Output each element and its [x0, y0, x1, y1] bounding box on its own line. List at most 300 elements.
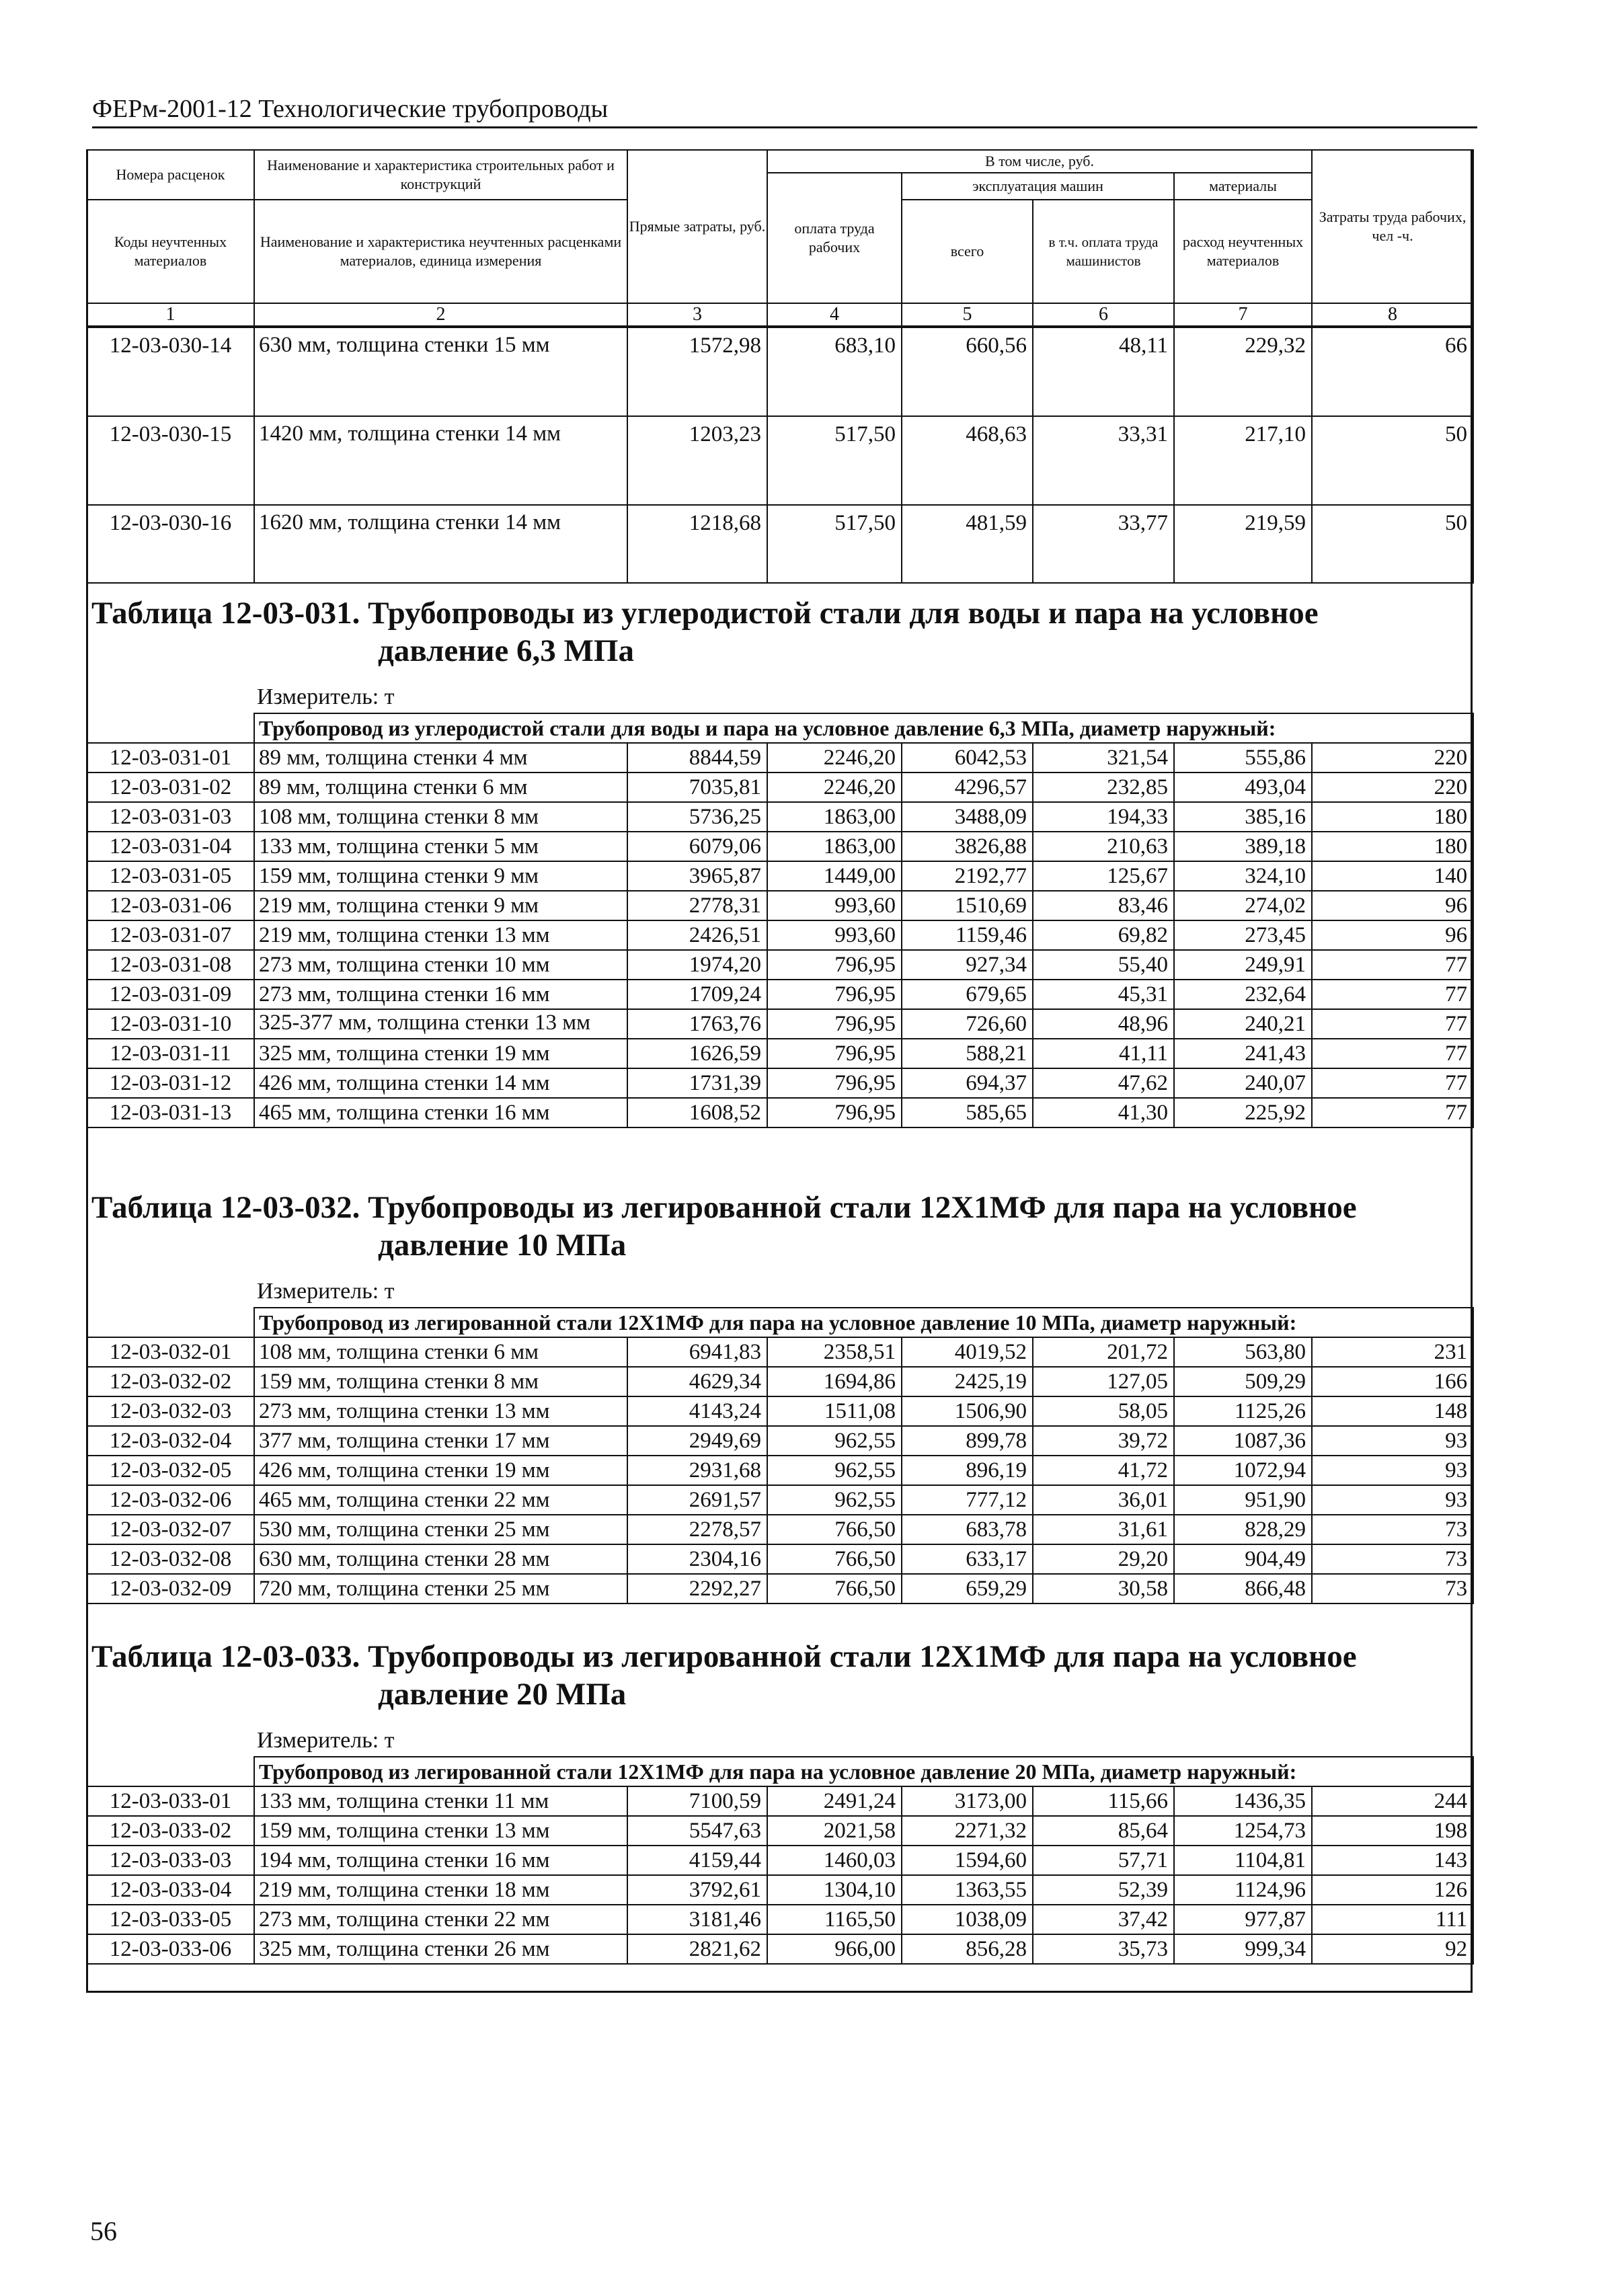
table-031-title: Таблица 12-03-031. Трубопроводы из углеродистой стали для воды и пара на условное давление 6,3 МПа	[91, 596, 1319, 668]
value-cell: 1709,24	[627, 980, 767, 1009]
value-cell: 249,91	[1174, 950, 1312, 980]
work-name: 133 мм, толщина стенки 11 мм	[254, 1786, 627, 1816]
value-cell: 962,55	[767, 1485, 902, 1515]
value-cell: 1072,94	[1174, 1456, 1312, 1485]
rate-code: 12-03-032-08	[87, 1544, 254, 1574]
value-cell: 52,39	[1033, 1875, 1174, 1905]
work-name: 219 мм, толщина стенки 18 мм	[254, 1875, 627, 1905]
value-cell: 1254,73	[1174, 1816, 1312, 1846]
subheader-row	[87, 1757, 1473, 1786]
rate-code: 12-03-032-04	[87, 1426, 254, 1456]
value-cell: 41,30	[1033, 1098, 1174, 1127]
value-cell: 389,18	[1174, 832, 1312, 861]
value-cell: 2292,27	[627, 1574, 767, 1604]
value-cell: 3181,46	[627, 1905, 767, 1934]
empty-cell	[87, 1308, 254, 1337]
work-name: 530 мм, толщина стенки 25 мм	[254, 1515, 627, 1544]
value-cell: 33,77	[1033, 505, 1174, 583]
value-cell: 899,78	[902, 1426, 1033, 1456]
table-row	[87, 1816, 1473, 1846]
value-cell: 232,85	[1033, 773, 1174, 802]
col2-header-a: Наименование и характеристика строительных работ и конструкций	[254, 150, 627, 200]
value-cell: 36,01	[1033, 1485, 1174, 1515]
col-number: 1	[87, 303, 254, 326]
value-cell: 33,31	[1033, 416, 1174, 505]
rate-code: 12-03-031-09	[87, 980, 254, 1009]
rate-code: 12-03-033-04	[87, 1875, 254, 1905]
value-cell: 1974,20	[627, 950, 767, 980]
table-row	[87, 1515, 1473, 1544]
value-cell: 274,02	[1174, 891, 1312, 920]
value-cell: 77	[1312, 980, 1473, 1009]
rate-code: 12-03-031-10	[87, 1009, 254, 1039]
table-row	[87, 1574, 1473, 1604]
value-cell: 66	[1312, 327, 1473, 416]
rate-code: 12-03-032-05	[87, 1456, 254, 1485]
value-cell: 127,05	[1033, 1367, 1174, 1396]
value-cell: 766,50	[767, 1515, 902, 1544]
table-row	[87, 1846, 1473, 1875]
value-cell: 96	[1312, 891, 1473, 920]
value-cell: 1731,39	[627, 1068, 767, 1098]
rate-code: 12-03-033-01	[87, 1786, 254, 1816]
work-name: 273 мм, толщина стенки 22 мм	[254, 1905, 627, 1934]
value-cell: 517,50	[767, 416, 902, 505]
value-cell: 962,55	[767, 1456, 902, 1485]
value-cell: 126	[1312, 1875, 1473, 1905]
value-cell: 683,10	[767, 327, 902, 416]
table-row	[87, 891, 1473, 920]
value-cell: 220	[1312, 743, 1473, 773]
work-name: 465 мм, толщина стенки 22 мм	[254, 1485, 627, 1515]
work-name: 720 мм, толщина стенки 25 мм	[254, 1574, 627, 1604]
work-name: 108 мм, толщина стенки 8 мм	[254, 802, 627, 832]
value-cell: 856,28	[902, 1934, 1033, 1964]
rate-code: 12-03-032-06	[87, 1485, 254, 1515]
value-cell: 2691,57	[627, 1485, 767, 1515]
value-cell: 6042,53	[902, 743, 1033, 773]
value-cell: 2425,19	[902, 1367, 1033, 1396]
value-cell: 796,95	[767, 1068, 902, 1098]
table-row	[87, 1905, 1473, 1934]
value-cell: 493,04	[1174, 773, 1312, 802]
value-cell: 2271,32	[902, 1816, 1033, 1846]
rate-code: 12-03-032-01	[87, 1337, 254, 1367]
rate-code: 12-03-031-08	[87, 950, 254, 980]
value-cell: 2246,20	[767, 773, 902, 802]
value-cell: 509,29	[1174, 1367, 1312, 1396]
value-cell: 210,63	[1033, 832, 1174, 861]
work-name: 426 мм, толщина стенки 19 мм	[254, 1456, 627, 1485]
work-name: 219 мм, толщина стенки 9 мм	[254, 891, 627, 920]
rate-code: 12-03-030-16	[87, 505, 254, 583]
value-cell: 6079,06	[627, 832, 767, 861]
rate-code: 12-03-031-11	[87, 1039, 254, 1068]
value-cell: 962,55	[767, 1426, 902, 1456]
work-name: 133 мм, толщина стенки 5 мм	[254, 832, 627, 861]
value-cell: 93	[1312, 1485, 1473, 1515]
rate-code: 12-03-032-09	[87, 1574, 254, 1604]
running-header: ФЕРм-2001-12 Технологические трубопроводы	[92, 94, 1477, 128]
value-cell: 47,62	[1033, 1068, 1174, 1098]
table-row	[87, 802, 1473, 832]
rate-code: 12-03-033-03	[87, 1846, 254, 1875]
col-number: 8	[1312, 303, 1473, 326]
value-cell: 93	[1312, 1426, 1473, 1456]
materials-header: материалы	[1174, 173, 1312, 200]
value-cell: 866,48	[1174, 1574, 1312, 1604]
value-cell: 1304,10	[767, 1875, 902, 1905]
value-cell: 993,60	[767, 920, 902, 950]
table-row	[87, 861, 1473, 891]
table-row	[87, 1367, 1473, 1396]
value-cell: 2491,24	[767, 1786, 902, 1816]
work-name: 1620 мм, толщина стенки 14 мм	[254, 505, 627, 583]
value-cell: 1572,98	[627, 327, 767, 416]
subheader-row	[87, 713, 1473, 743]
value-cell: 73	[1312, 1544, 1473, 1574]
value-cell: 796,95	[767, 1009, 902, 1039]
value-cell: 50	[1312, 416, 1473, 505]
table-row	[87, 773, 1473, 802]
value-cell: 4143,24	[627, 1396, 767, 1426]
rate-code: 12-03-032-03	[87, 1396, 254, 1426]
value-cell: 180	[1312, 832, 1473, 861]
value-cell: 633,17	[902, 1544, 1033, 1574]
rate-code: 12-03-031-07	[87, 920, 254, 950]
col6-header: в т.ч. оплата труда машинистов	[1033, 200, 1174, 303]
value-cell: 41,11	[1033, 1039, 1174, 1068]
value-cell: 240,07	[1174, 1068, 1312, 1098]
value-cell: 92	[1312, 1934, 1473, 1964]
col8-header: Затраты труда рабочих, чел -ч.	[1312, 150, 1473, 303]
empty-cell	[87, 1757, 254, 1786]
col1-header-b: Коды неучтенных материалов	[87, 200, 254, 303]
value-cell: 55,40	[1033, 950, 1174, 980]
top-rows-table	[86, 327, 1474, 584]
value-cell: 1203,23	[627, 416, 767, 505]
value-cell: 2304,16	[627, 1544, 767, 1574]
value-cell: 4019,52	[902, 1337, 1033, 1367]
value-cell: 2021,58	[767, 1816, 902, 1846]
table-row	[87, 950, 1473, 980]
value-cell: 93	[1312, 1456, 1473, 1485]
section-033	[86, 1638, 1473, 1965]
value-cell: 1038,09	[902, 1905, 1033, 1934]
work-name: 89 мм, толщина стенки 6 мм	[254, 773, 627, 802]
value-cell: 231	[1312, 1337, 1473, 1367]
value-cell: 324,10	[1174, 861, 1312, 891]
value-cell: 5736,25	[627, 802, 767, 832]
work-name: 159 мм, толщина стенки 8 мм	[254, 1367, 627, 1396]
table-row	[87, 980, 1473, 1009]
table-subheader: Трубопровод из углеродистой стали для воды и пара на условное давление 6,3 МПа, диаметр наружный:	[254, 713, 1473, 743]
value-cell: 2778,31	[627, 891, 767, 920]
value-cell: 977,87	[1174, 1905, 1312, 1934]
work-name: 325 мм, толщина стенки 19 мм	[254, 1039, 627, 1068]
value-cell: 194,33	[1033, 802, 1174, 832]
col5-header: всего	[902, 200, 1033, 303]
value-cell: 201,72	[1033, 1337, 1174, 1367]
rate-code: 12-03-033-06	[87, 1934, 254, 1964]
value-cell: 7035,81	[627, 773, 767, 802]
table-row	[87, 920, 1473, 950]
value-cell: 30,58	[1033, 1574, 1174, 1604]
value-cell: 999,34	[1174, 1934, 1312, 1964]
work-name: 325-377 мм, толщина стенки 13 мм	[254, 1009, 627, 1039]
table-031-measure: Измеритель: т	[257, 684, 395, 709]
col-number: 5	[902, 303, 1033, 326]
value-cell: 1363,55	[902, 1875, 1033, 1905]
value-cell: 1124,96	[1174, 1875, 1312, 1905]
value-cell: 3173,00	[902, 1786, 1033, 1816]
value-cell: 148	[1312, 1396, 1473, 1426]
value-cell: 125,67	[1033, 861, 1174, 891]
value-cell: 73	[1312, 1515, 1473, 1544]
rate-code: 12-03-033-05	[87, 1905, 254, 1934]
value-cell: 1460,03	[767, 1846, 902, 1875]
value-cell: 2246,20	[767, 743, 902, 773]
empty-cell	[87, 713, 254, 743]
rate-code: 12-03-031-05	[87, 861, 254, 891]
rate-code: 12-03-031-04	[87, 832, 254, 861]
col-number: 7	[1174, 303, 1312, 326]
value-cell: 1863,00	[767, 802, 902, 832]
value-cell: 563,80	[1174, 1337, 1312, 1367]
rate-code: 12-03-031-06	[87, 891, 254, 920]
value-cell: 50	[1312, 505, 1473, 583]
value-cell: 143	[1312, 1846, 1473, 1875]
subheader-row	[87, 1308, 1473, 1337]
value-cell: 828,29	[1174, 1515, 1312, 1544]
value-cell: 481,59	[902, 505, 1033, 583]
value-cell: 1087,36	[1174, 1426, 1312, 1456]
value-cell: 585,65	[902, 1098, 1033, 1127]
work-name: 273 мм, толщина стенки 16 мм	[254, 980, 627, 1009]
value-cell: 217,10	[1174, 416, 1312, 505]
value-cell: 77	[1312, 1098, 1473, 1127]
value-cell: 31,61	[1033, 1515, 1174, 1544]
page-number: 56	[90, 2216, 117, 2246]
work-name: 377 мм, толщина стенки 17 мм	[254, 1426, 627, 1456]
value-cell: 85,64	[1033, 1816, 1174, 1846]
section-031	[86, 594, 1473, 1128]
value-cell: 244	[1312, 1786, 1473, 1816]
table-row	[87, 1456, 1473, 1485]
col1-header-a: Номера расценок	[87, 150, 254, 200]
table-032-title: Таблица 12-03-032. Трубопроводы из легированной стали 12Х1МФ для пара на условное давление 10 МПа	[91, 1190, 1357, 1263]
table-row	[87, 1337, 1473, 1367]
value-cell: 240,21	[1174, 1009, 1312, 1039]
value-cell: 679,65	[902, 980, 1033, 1009]
value-cell: 225,92	[1174, 1098, 1312, 1127]
value-cell: 77	[1312, 1009, 1473, 1039]
value-cell: 111	[1312, 1905, 1473, 1934]
col7-header: расход неучтенных материалов	[1174, 200, 1312, 303]
value-cell: 39,72	[1033, 1426, 1174, 1456]
work-name: 194 мм, толщина стенки 16 мм	[254, 1846, 627, 1875]
value-cell: 57,71	[1033, 1846, 1174, 1875]
value-cell: 555,86	[1174, 743, 1312, 773]
table-row	[87, 1544, 1473, 1574]
value-cell: 1694,86	[767, 1367, 902, 1396]
value-cell: 683,78	[902, 1515, 1033, 1544]
value-cell: 48,96	[1033, 1009, 1174, 1039]
value-cell: 1104,81	[1174, 1846, 1312, 1875]
value-cell: 229,32	[1174, 327, 1312, 416]
value-cell: 219,59	[1174, 505, 1312, 583]
value-cell: 659,29	[902, 1574, 1033, 1604]
value-cell: 2426,51	[627, 920, 767, 950]
work-name: 159 мм, толщина стенки 9 мм	[254, 861, 627, 891]
value-cell: 966,00	[767, 1934, 902, 1964]
value-cell: 896,19	[902, 1456, 1033, 1485]
value-cell: 951,90	[1174, 1485, 1312, 1515]
rate-code: 12-03-032-07	[87, 1515, 254, 1544]
rate-code: 12-03-031-13	[87, 1098, 254, 1127]
value-cell: 232,64	[1174, 980, 1312, 1009]
rate-code: 12-03-030-15	[87, 416, 254, 505]
value-cell: 993,60	[767, 891, 902, 920]
work-name: 89 мм, толщина стенки 4 мм	[254, 743, 627, 773]
value-cell: 796,95	[767, 980, 902, 1009]
value-cell: 37,42	[1033, 1905, 1174, 1934]
work-name: 426 мм, толщина стенки 14 мм	[254, 1068, 627, 1098]
section-032	[86, 1189, 1473, 1604]
work-name: 273 мм, толщина стенки 13 мм	[254, 1396, 627, 1426]
value-cell: 1218,68	[627, 505, 767, 583]
value-cell: 3488,09	[902, 802, 1033, 832]
table-row	[87, 1786, 1473, 1816]
work-name: 630 мм, толщина стенки 15 мм	[254, 327, 627, 416]
value-cell: 220	[1312, 773, 1473, 802]
table-row	[87, 1396, 1473, 1426]
value-cell: 2192,77	[902, 861, 1033, 891]
value-cell: 77	[1312, 1039, 1473, 1068]
work-name: 325 мм, толщина стенки 26 мм	[254, 1934, 627, 1964]
table-row	[87, 416, 1473, 505]
value-cell: 241,43	[1174, 1039, 1312, 1068]
table-row	[87, 1485, 1473, 1515]
work-name: 159 мм, толщина стенки 13 мм	[254, 1816, 627, 1846]
value-cell: 1125,26	[1174, 1396, 1312, 1426]
value-cell: 180	[1312, 802, 1473, 832]
value-cell: 726,60	[902, 1009, 1033, 1039]
value-cell: 1763,76	[627, 1009, 767, 1039]
work-name: 108 мм, толщина стенки 6 мм	[254, 1337, 627, 1367]
table-row	[87, 1875, 1473, 1905]
value-cell: 7100,59	[627, 1786, 767, 1816]
value-cell: 766,50	[767, 1574, 902, 1604]
table-row	[87, 1098, 1473, 1127]
value-cell: 3826,88	[902, 832, 1033, 861]
value-cell: 2358,51	[767, 1337, 902, 1367]
value-cell: 1594,60	[902, 1846, 1033, 1875]
value-cell: 73	[1312, 1574, 1473, 1604]
work-name: 219 мм, толщина стенки 13 мм	[254, 920, 627, 950]
col-number: 2	[254, 303, 627, 326]
rate-code: 12-03-031-03	[87, 802, 254, 832]
work-name: 465 мм, толщина стенки 16 мм	[254, 1098, 627, 1127]
value-cell: 2931,68	[627, 1456, 767, 1485]
value-cell: 1165,50	[767, 1905, 902, 1934]
col2-header-b: Наименование и характеристика неучтенных расценками материалов, единица измерения	[254, 200, 627, 303]
col3-header: Прямые затраты, руб.	[627, 150, 767, 303]
table-row	[87, 832, 1473, 861]
col-number: 3	[627, 303, 767, 326]
value-cell: 4296,57	[902, 773, 1033, 802]
value-cell: 2278,57	[627, 1515, 767, 1544]
value-cell: 796,95	[767, 950, 902, 980]
value-cell: 69,82	[1033, 920, 1174, 950]
value-cell: 796,95	[767, 1039, 902, 1068]
value-cell: 1511,08	[767, 1396, 902, 1426]
value-cell: 77	[1312, 950, 1473, 980]
table-subheader: Трубопровод из легированной стали 12Х1МФ для пара на условное давление 10 МПа, диаметр наружный:	[254, 1308, 1473, 1337]
value-cell: 1510,69	[902, 891, 1033, 920]
value-cell: 588,21	[902, 1039, 1033, 1068]
value-cell: 385,16	[1174, 802, 1312, 832]
value-cell: 58,05	[1033, 1396, 1174, 1426]
rate-code: 12-03-031-01	[87, 743, 254, 773]
rate-code: 12-03-031-12	[87, 1068, 254, 1098]
value-cell: 1449,00	[767, 861, 902, 891]
value-cell: 904,49	[1174, 1544, 1312, 1574]
rate-code: 12-03-031-02	[87, 773, 254, 802]
table-subheader: Трубопровод из легированной стали 12Х1МФ для пара на условное давление 20 МПа, диаметр наружный:	[254, 1757, 1473, 1786]
value-cell: 1506,90	[902, 1396, 1033, 1426]
col-number: 6	[1033, 303, 1174, 326]
value-cell: 3965,87	[627, 861, 767, 891]
value-cell: 115,66	[1033, 1786, 1174, 1816]
value-cell: 166	[1312, 1367, 1473, 1396]
table-033	[86, 1756, 1474, 1965]
column-header-table	[86, 149, 1474, 327]
table-row	[87, 1009, 1473, 1039]
value-cell: 83,46	[1033, 891, 1174, 920]
table-row	[87, 327, 1473, 416]
table-032-measure: Измеритель: т	[257, 1279, 395, 1304]
table-032	[86, 1307, 1474, 1604]
table-row	[87, 1068, 1473, 1098]
rate-code: 12-03-032-02	[87, 1367, 254, 1396]
value-cell: 2949,69	[627, 1426, 767, 1456]
value-cell: 3792,61	[627, 1875, 767, 1905]
machines-header: эксплуатация машин	[902, 173, 1174, 200]
value-cell: 96	[1312, 920, 1473, 950]
value-cell: 1159,46	[902, 920, 1033, 950]
value-cell: 45,31	[1033, 980, 1174, 1009]
included-header: В том числе, руб.	[767, 150, 1312, 173]
value-cell: 777,12	[902, 1485, 1033, 1515]
value-cell: 198	[1312, 1816, 1473, 1846]
value-cell: 927,34	[902, 950, 1033, 980]
value-cell: 1608,52	[627, 1098, 767, 1127]
table-row	[87, 1039, 1473, 1068]
table-033-title: Таблица 12-03-033. Трубопроводы из легированной стали 12Х1МФ для пара на условное давление 20 МПа	[91, 1639, 1357, 1712]
table-row	[87, 743, 1473, 773]
work-name: 630 мм, толщина стенки 28 мм	[254, 1544, 627, 1574]
value-cell: 273,45	[1174, 920, 1312, 950]
value-cell: 796,95	[767, 1098, 902, 1127]
value-cell: 766,50	[767, 1544, 902, 1574]
work-name: 273 мм, толщина стенки 10 мм	[254, 950, 627, 980]
value-cell: 41,72	[1033, 1456, 1174, 1485]
value-cell: 468,63	[902, 416, 1033, 505]
col-number: 4	[767, 303, 902, 326]
value-cell: 140	[1312, 861, 1473, 891]
value-cell: 1436,35	[1174, 1786, 1312, 1816]
